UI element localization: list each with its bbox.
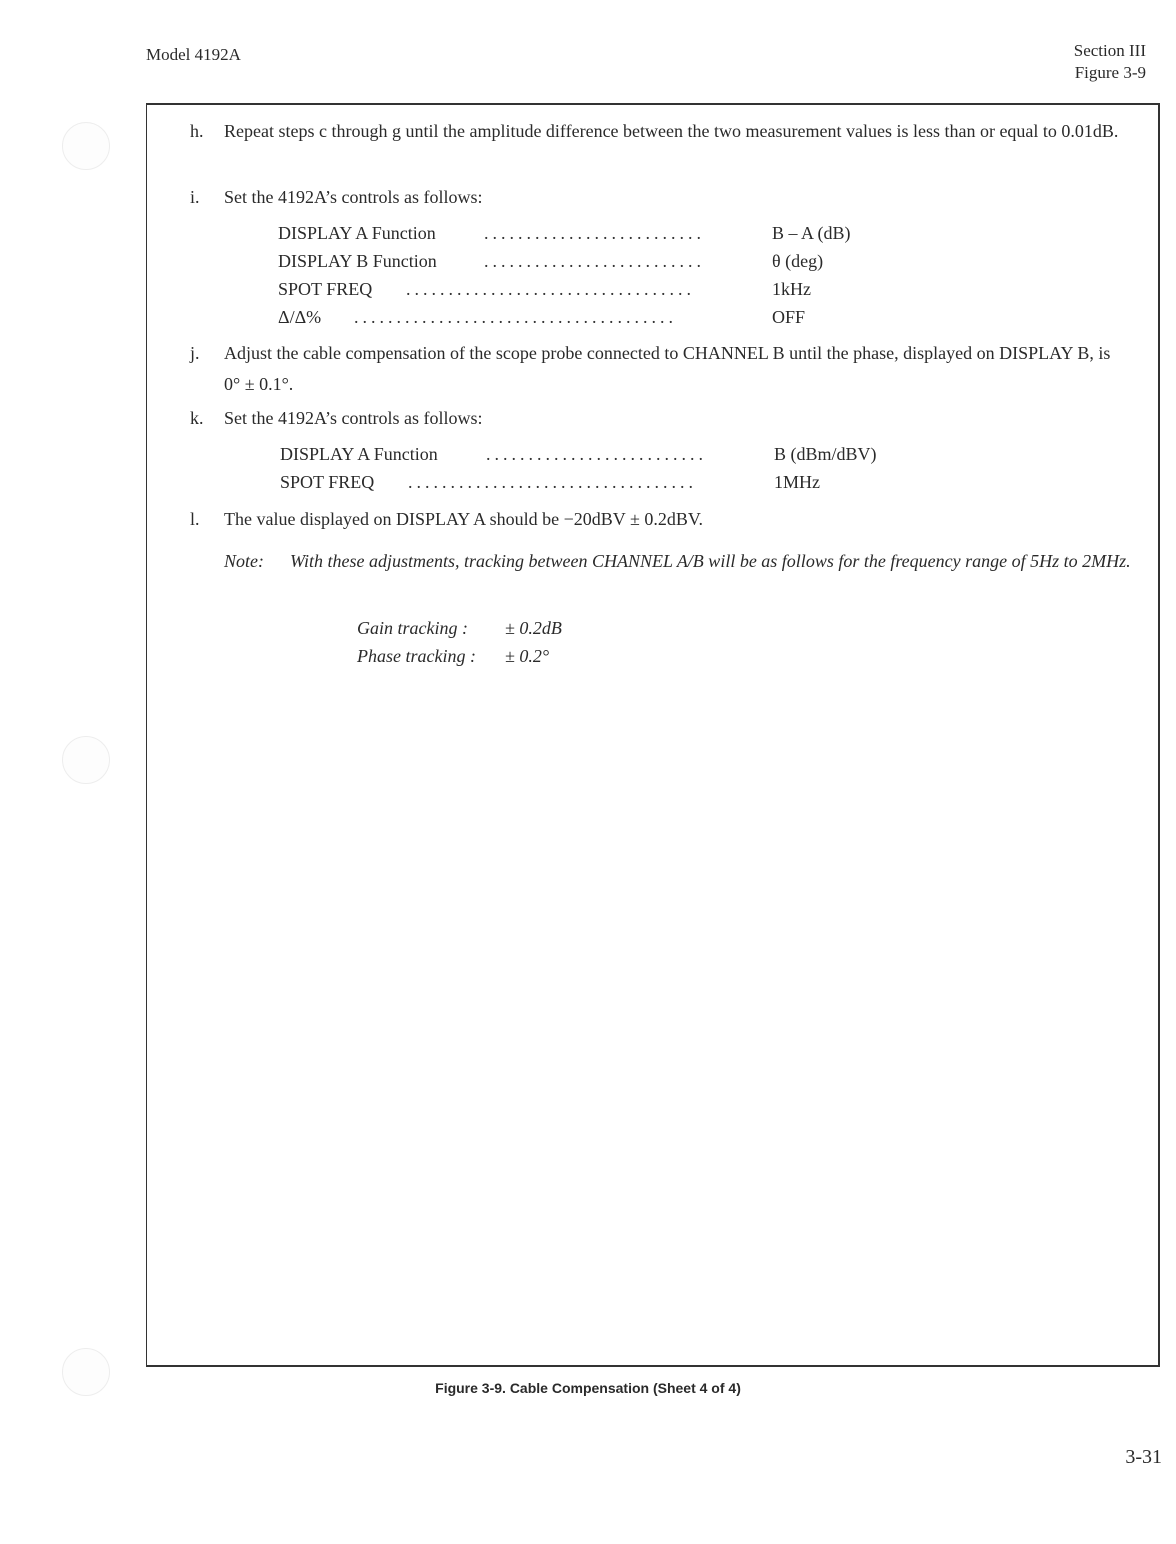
step-text: Set the 4192A’s controls as follows: bbox=[224, 408, 483, 428]
control-name: DISPLAY A Function bbox=[278, 223, 436, 243]
figure-caption: Figure 3-9. Cable Compensation (Sheet 4 of 4) bbox=[435, 1380, 741, 1396]
tracking-name: Phase tracking : bbox=[357, 646, 476, 666]
tracking-value: ± 0.2° bbox=[505, 646, 550, 666]
control-name: DISPLAY A Function bbox=[280, 444, 438, 464]
control-value: θ (deg) bbox=[772, 251, 824, 271]
dot-leader: .......................... bbox=[486, 444, 707, 464]
tracking-value: ± 0.2dB bbox=[505, 618, 562, 638]
step-text: Adjust the cable compensation of the scope probe connected to CHANNEL B until the phase, displayed on DISPLAY B, is 0° ± 0.1°. bbox=[224, 343, 1111, 394]
dot-leader: .................................. bbox=[408, 472, 697, 492]
dot-leader: .......................... bbox=[484, 251, 705, 271]
dot-leader: ...................................... bbox=[354, 307, 677, 327]
tracking-row bbox=[357, 614, 562, 642]
control-value: B (dBm/dBV) bbox=[774, 444, 877, 464]
control-name: SPOT FREQ bbox=[280, 472, 375, 492]
step-label: l. bbox=[190, 509, 200, 529]
control-value: B – A (dB) bbox=[772, 223, 851, 243]
step-label: j. bbox=[190, 343, 200, 363]
page-number: 3-31 bbox=[1125, 1446, 1162, 1468]
binder-hole-top bbox=[62, 122, 110, 170]
control-value: 1MHz bbox=[774, 472, 820, 492]
note-text: With these adjustments, tracking between CHANNEL A/B will be as follows for the frequency range of 5Hz to 2MHz. bbox=[290, 551, 1131, 571]
step-label: h. bbox=[190, 121, 204, 141]
step-label: k. bbox=[190, 408, 204, 428]
step-label: i. bbox=[190, 187, 200, 207]
dot-leader: .................................. bbox=[406, 279, 695, 299]
section-label: Section III bbox=[1073, 41, 1146, 60]
model-label: Model 4192A bbox=[146, 45, 241, 64]
control-value: OFF bbox=[772, 307, 806, 327]
section-header bbox=[1074, 40, 1146, 84]
note-label: Note: bbox=[224, 551, 264, 571]
step-text: Set the 4192A’s controls as follows: bbox=[224, 187, 483, 207]
tracking-row bbox=[357, 642, 550, 670]
binder-hole-middle bbox=[62, 736, 110, 784]
tracking-name: Gain tracking : bbox=[357, 618, 468, 638]
control-name: DISPLAY B Function bbox=[278, 251, 437, 271]
control-name: SPOT FREQ bbox=[278, 279, 373, 299]
figure-label: Figure 3-9 bbox=[1074, 63, 1146, 82]
dot-leader: .......................... bbox=[484, 223, 705, 243]
step-text: Repeat steps c through g until the amplitude difference between the two measurement values is less than or equal to 0.01dB. bbox=[224, 121, 1119, 141]
control-value: 1kHz bbox=[772, 279, 811, 299]
control-name: Δ/Δ% bbox=[278, 307, 322, 327]
step-text: The value displayed on DISPLAY A should be −20dBV ± 0.2dBV. bbox=[224, 509, 704, 529]
